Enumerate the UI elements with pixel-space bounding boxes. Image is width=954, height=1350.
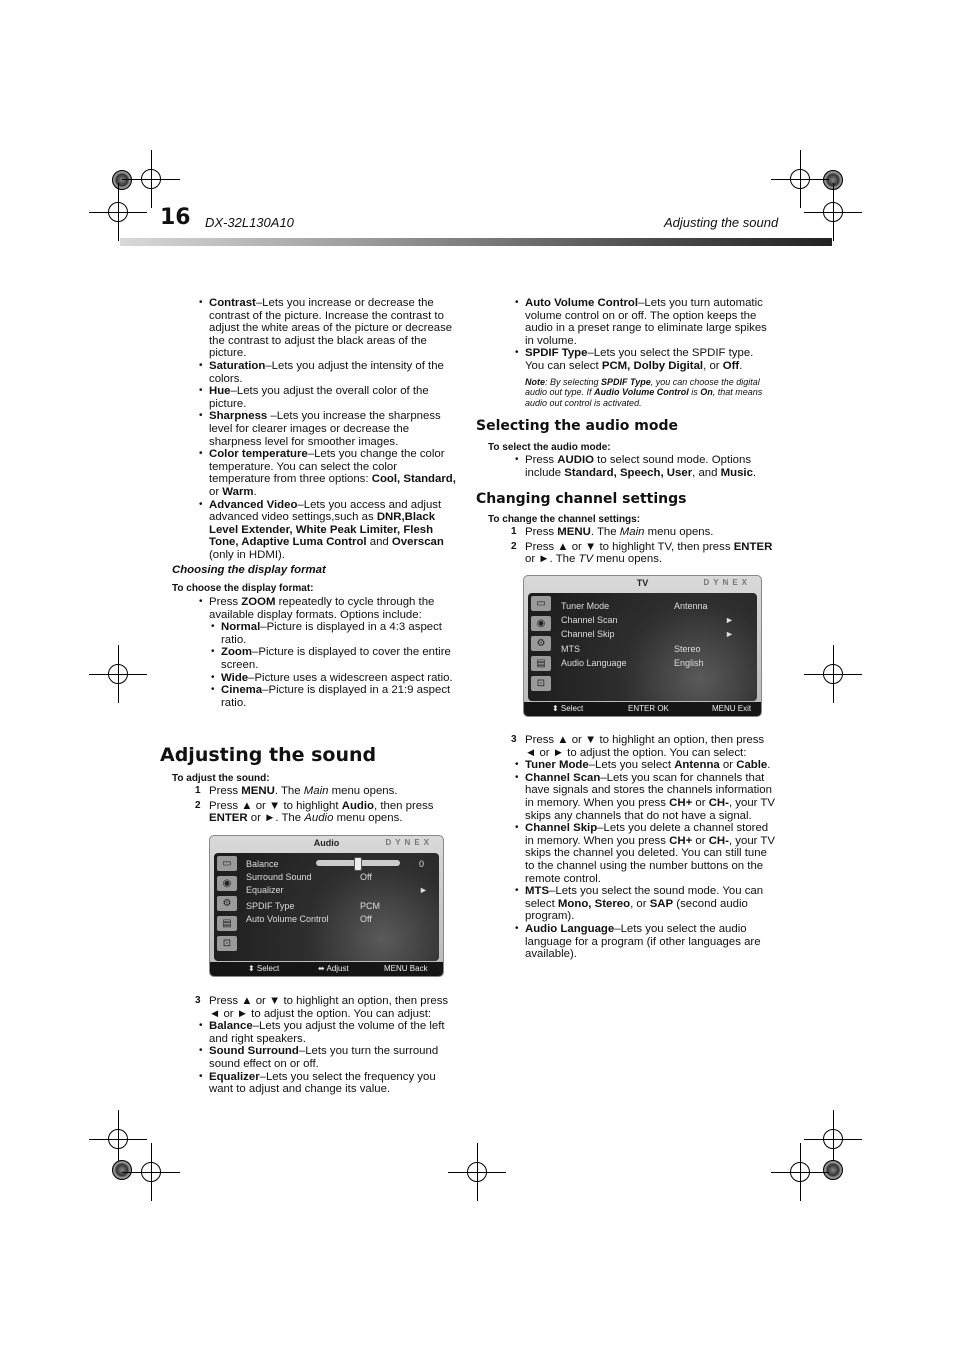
adjust-sound-step3 <box>195 995 459 1096</box>
menu-row-label: Tuner Mode <box>561 601 610 611</box>
list-item: • Audio Language–Lets you select the audio language for a program (if other languages are available). <box>513 923 775 961</box>
display-format-options <box>209 621 459 709</box>
registration-dot <box>112 170 132 190</box>
list-item: • Cinema–Picture is displayed in a 21:9 aspect ratio. <box>209 684 459 709</box>
header-rule <box>120 238 832 246</box>
settings-icon: ⚙ <box>217 896 237 911</box>
right-column <box>513 297 775 408</box>
step: 3 Press ▲ or ▼ to highlight an option, then press ◄ or ► to adjust the option. You can adjust: <box>195 995 449 1020</box>
list-item: • Color temperature–Lets you change the color temperature. You can select the color temperature from three options: Cool, Standard, or Warm. <box>197 448 459 498</box>
crosshair-mark <box>790 169 810 189</box>
registration-dot <box>112 1160 132 1180</box>
menu-row-value: English <box>674 658 704 668</box>
channel-settings-procedure: To change the channel settings: <box>488 514 641 525</box>
brand-logo: DYNEX <box>703 578 751 587</box>
menu-row-value: Off <box>360 914 372 924</box>
note: Note: By selecting SPDIF Type, you can choose the digital audio out type. If Audio Volume Control is On, that means audio out control is activated. <box>525 376 763 408</box>
list-item: • Saturation–Lets you adjust the intensity of the colors. <box>197 360 459 385</box>
lock-icon: ⊡ <box>217 936 237 951</box>
channel-icon: ▤ <box>217 916 237 931</box>
crosshair-mark <box>790 1162 810 1182</box>
list-item: • SPDIF Type–Lets you select the SPDIF type. You can select PCM, Dolby Digital, or Off. <box>513 347 775 372</box>
list-item: • Channel Skip–Lets you delete a channel stored in memory. When you press CH+ or CH-, your TV skips the channel you deleted. You can still tune to the channel using the number buttons on the remote control. <box>513 822 775 885</box>
model-number: DX-32L130A10 <box>205 215 294 230</box>
page-number: 16 <box>160 205 191 230</box>
settings-icon: ⚙ <box>531 636 551 651</box>
menu-row-label: Balance <box>246 859 279 869</box>
channel-settings-heading: Changing channel settings <box>476 491 687 507</box>
adjusting-sound-heading: Adjusting the sound <box>160 744 377 766</box>
registration-dot <box>823 1160 843 1180</box>
picture-icon: ◉ <box>217 876 237 891</box>
left-column <box>197 297 459 561</box>
list-item: • Normal–Picture is displayed in a 4:3 aspect ratio. <box>209 621 459 646</box>
menu-row-value: Antenna <box>674 601 708 611</box>
step: 2 Press ▲ or ▼ to highlight Audio, then press ENTER or ►. The Audio menu opens. <box>195 799 434 825</box>
list-item: • Equalizer–Lets you select the frequency you want to adjust and change its value. <box>197 1071 459 1096</box>
menu-row-label: MTS <box>561 644 580 654</box>
menu-row-value: 0 <box>419 859 425 869</box>
menu-row-value: Off <box>360 872 372 882</box>
crosshair-mark <box>108 664 128 684</box>
audio-mode-body <box>513 454 775 479</box>
menu-row-label: Channel Skip <box>561 629 615 639</box>
list-item: • Zoom–Picture is displayed to cover the entire screen. <box>209 646 459 671</box>
step: 1 Press MENU. The Main menu opens. <box>511 526 714 538</box>
balance-slider <box>316 860 400 866</box>
menu-row-value: Stereo <box>674 644 701 654</box>
brand-logo: DYNEX <box>385 838 433 847</box>
channel-steps <box>511 526 775 566</box>
audio-menu-screenshot <box>209 835 444 977</box>
menu-row-value: PCM <box>360 901 380 911</box>
list-item: • Balance–Lets you adjust the volume of the left and right speakers. <box>197 1020 459 1045</box>
crosshair-mark <box>467 1162 487 1182</box>
menu-row-label: Audio Language <box>561 658 627 668</box>
list-item: • Auto Volume Control–Lets you turn automatic volume control on or off. The option keeps the audio in a preset range to eliminate large spikes in volume. <box>513 297 775 347</box>
channel-options-list <box>513 759 775 961</box>
menu-row-label: Equalizer <box>246 885 284 895</box>
crosshair-mark <box>823 664 843 684</box>
list-item: • Contrast–Lets you increase or decrease the contrast of the picture. Increase the contrast to adjust the white areas of the picture or decrease the contrast to adjust the black areas of the picture. <box>197 297 459 360</box>
crosshair-mark <box>108 1129 128 1149</box>
list-item: • Hue–Lets you adjust the overall color of the picture. <box>197 385 459 410</box>
menu-row-label: SPDIF Type <box>246 901 295 911</box>
step: 2 Press ▲ or ▼ to highlight TV, then press ENTER or ►. The TV menu opens. <box>511 540 773 566</box>
display-format-procedure: To choose the display format: <box>172 583 314 594</box>
menu-footer: ⬍ Select ⬌ Adjust MENU Back <box>210 962 443 976</box>
list-item: • Press AUDIO to select sound mode. Options include Standard, Speech, User, and Music. <box>513 454 775 479</box>
audio-mode-procedure: To select the audio mode: <box>488 442 611 453</box>
monitor-icon: ▭ <box>531 596 551 611</box>
step: 3 Press ▲ or ▼ to highlight an option, then press ◄ or ► to adjust the option. You can select: <box>511 734 765 759</box>
sound-options-list <box>197 1020 459 1096</box>
list-item: • Tuner Mode–Lets you select Antenna or Cable. <box>513 759 775 772</box>
crosshair-mark <box>108 202 128 222</box>
display-format-body <box>197 596 459 709</box>
list-item: • Channel Scan–Lets you scan for channels that have signals and stores the channels information in memory. When you press CH+ or CH-, your TV skips any channels that do not have a signal. <box>513 772 775 822</box>
list-item: • MTS–Lets you select the sound mode. You can select Mono, Stereo, or SAP (second audio program). <box>513 885 775 923</box>
step: 1 Press MENU. The Main menu opens. <box>195 785 398 797</box>
running-section-title: Adjusting the sound <box>664 215 779 230</box>
menu-title: TV <box>636 578 649 588</box>
list-item: • Wide–Picture uses a widescreen aspect ratio. <box>209 672 459 685</box>
display-format-heading: Choosing the display format <box>172 564 326 576</box>
menu-row-value: ► <box>725 615 734 625</box>
channel-icon: ▤ <box>531 656 551 671</box>
list-item: • Sound Surround–Lets you turn the surround sound effect on or off. <box>197 1045 459 1070</box>
monitor-icon: ▭ <box>217 856 237 871</box>
list-item: • Press ZOOM repeatedly to cycle through the available display formats. Options include: • Normal–Picture is displayed in a 4:3 aspect ratio. • Zoom–Picture is displayed to cover the entire screen. • Wide–Picture uses a widescreen aspect ratio. • Cinema–Picture is displayed in a 21:9 aspect ratio. <box>197 596 459 709</box>
channel-step3 <box>511 734 775 961</box>
picture-icon: ◉ <box>531 616 551 631</box>
crosshair-mark <box>823 1129 843 1149</box>
menu-title: Audio <box>313 838 340 848</box>
lock-icon: ⊡ <box>531 676 551 691</box>
tv-menu-screenshot <box>523 575 762 717</box>
audio-mode-heading: Selecting the audio mode <box>476 418 679 434</box>
menu-row-label: Surround Sound <box>246 872 312 882</box>
adjust-sound-procedure: To adjust the sound: <box>172 773 270 784</box>
adjust-sound-steps <box>195 785 459 825</box>
crosshair-mark <box>141 169 161 189</box>
menu-footer: ⬍ Select ENTER OK MENU Exit <box>524 702 761 716</box>
crosshair-mark <box>823 202 843 222</box>
crosshair-mark <box>141 1162 161 1182</box>
menu-row-label: Channel Scan <box>561 615 618 625</box>
balance-slider-knob <box>354 857 362 871</box>
picture-options-list <box>197 297 459 561</box>
list-item: • Sharpness –Lets you increase the sharpness level for clearer images or decrease the sharpness level for smoother images. <box>197 410 459 448</box>
menu-row-value: ► <box>725 629 734 639</box>
menu-row-label: Auto Volume Control <box>246 914 329 924</box>
menu-row-value: ► <box>419 885 428 895</box>
list-item: • Advanced Video–Lets you access and adjust advanced video settings,such as DNR,Black Level Extender, White Peak Limiter, Flesh Tone, Adaptive Luma Control and Overscan (only in HDMI). <box>197 499 459 562</box>
